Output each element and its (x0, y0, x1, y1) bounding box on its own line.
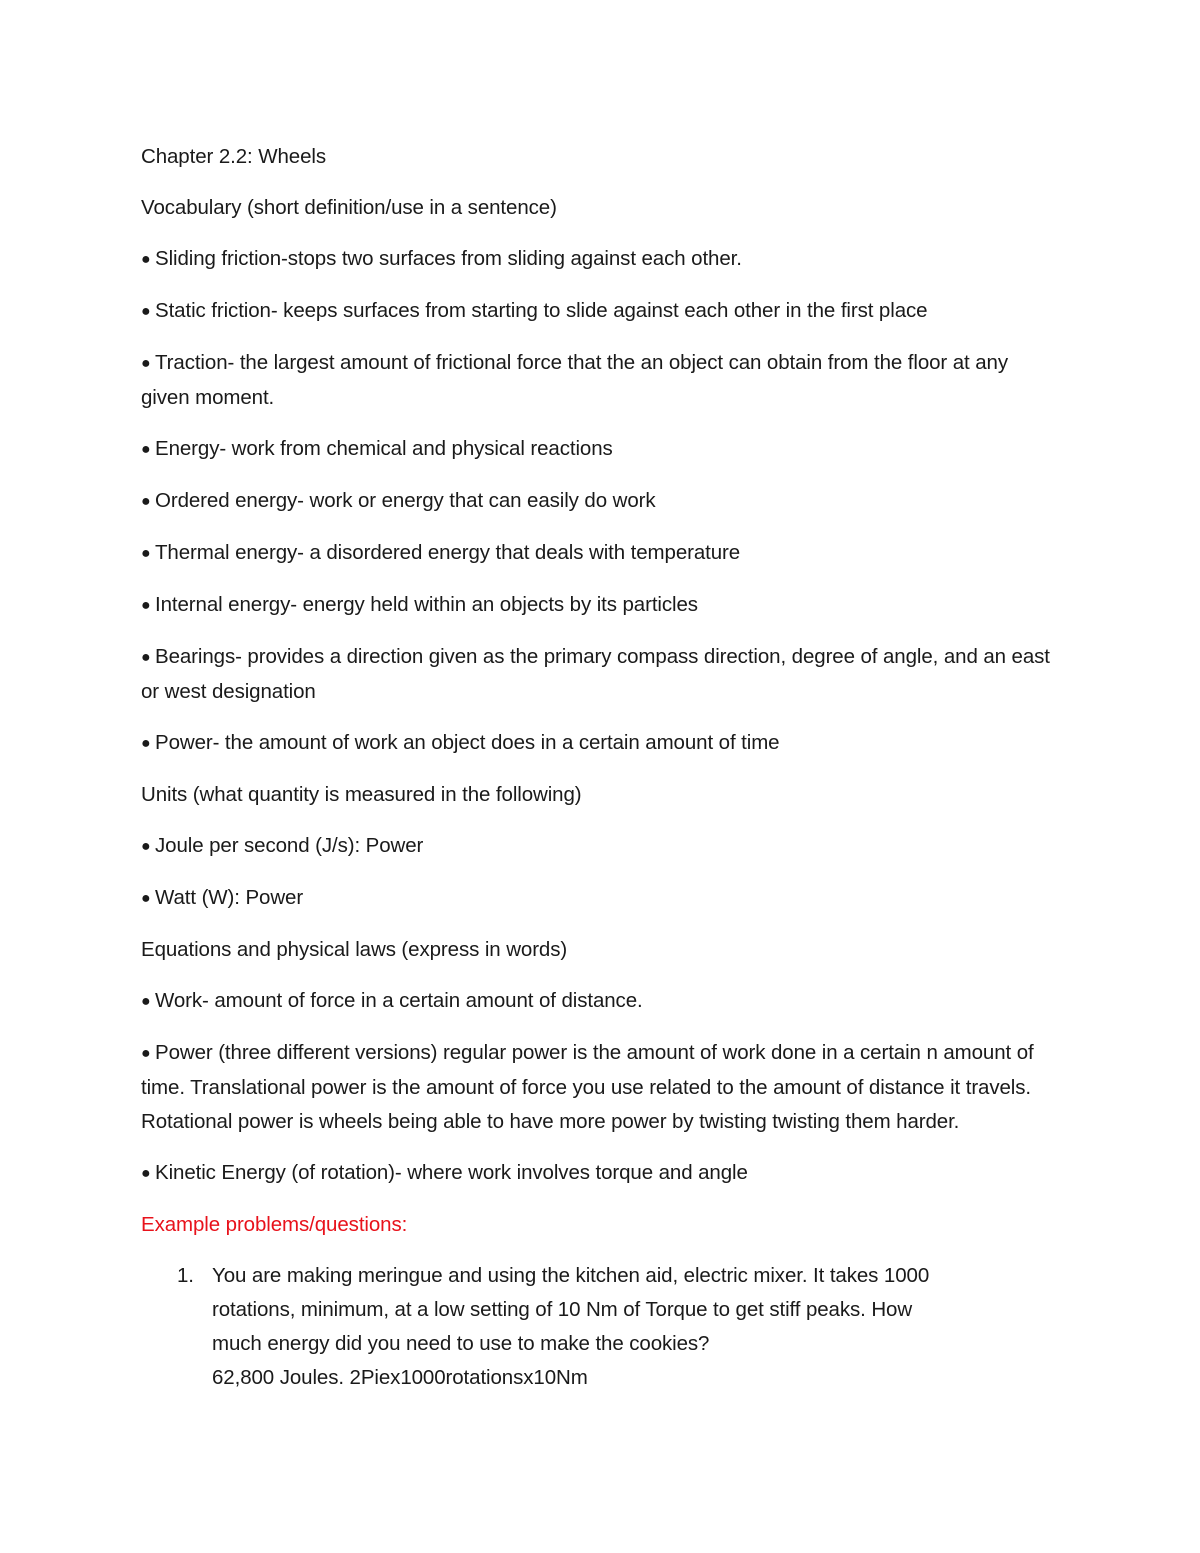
bullet-icon: ● (141, 649, 151, 666)
example-answer: 62,800 Joules. 2Piex1000rotationsx10Nm (212, 1366, 588, 1389)
bullet-icon: ● (141, 838, 151, 855)
example-line: much energy did you need to use to make the cookies? (212, 1332, 710, 1355)
example-number: 1. (177, 1264, 194, 1287)
vocab-item: ● Traction- the largest amount of frictional force that the an object can obtain from the floor at any given moment. (141, 346, 1061, 415)
bullet-icon: ● (141, 251, 151, 268)
bullet-icon: ● (141, 993, 151, 1010)
vocab-item: ● Sliding friction-stops two surfaces from sliding against each other. (141, 242, 1061, 277)
chapter-title: Chapter 2.2: Wheels (141, 145, 326, 168)
bullet-icon: ● (141, 441, 151, 458)
vocab-list (141, 242, 1061, 761)
example-item (141, 1259, 1061, 1395)
vocab-item: ● Ordered energy- work or energy that can easily do work (141, 484, 1061, 519)
equations-heading: Equations and physical laws (express in words) (141, 938, 568, 961)
vocab-item: ● Static friction- keeps surfaces from starting to slide against each other in the first place (141, 294, 1061, 329)
examples-heading: Example problems/questions: (141, 1213, 408, 1236)
vocab-item: ● Energy- work from chemical and physical reactions (141, 432, 1061, 467)
bullet-icon: ● (141, 1045, 151, 1062)
examples-list (141, 1259, 1061, 1395)
unit-item: ● Watt (W): Power (141, 881, 1061, 916)
vocab-item: ● Power- the amount of work an object does in a certain amount of time (141, 726, 1061, 761)
bullet-icon: ● (141, 890, 151, 907)
vocab-item: ● Bearings- provides a direction given as the primary compass direction, degree of angle, and an east or west designation (141, 640, 1061, 709)
bullet-icon: ● (141, 735, 151, 752)
bullet-icon: ● (141, 545, 151, 562)
equation-item: ● Power (three different versions) regular power is the amount of work done in a certain n amount of time. Translational power is the amount of force you use related to the amount of distance it travels. Rotational power is wheels being able to have more power by twisting twisting them harder. (141, 1036, 1061, 1139)
bullet-icon: ● (141, 1165, 151, 1182)
units-heading: Units (what quantity is measured in the following) (141, 783, 582, 806)
bullet-icon: ● (141, 303, 151, 320)
document-page (141, 140, 1061, 1395)
equation-item: ● Work- amount of force in a certain amount of distance. (141, 984, 1061, 1019)
units-list (141, 829, 1061, 916)
bullet-icon: ● (141, 493, 151, 510)
vocab-item: ● Thermal energy- a disordered energy that deals with temperature (141, 536, 1061, 571)
equation-item: ● Kinetic Energy (of rotation)- where work involves torque and angle (141, 1156, 1061, 1191)
example-line: rotations, minimum, at a low setting of 10 Nm of Torque to get stiff peaks. How (212, 1298, 913, 1321)
vocab-item: ● Internal energy- energy held within an objects by its particles (141, 588, 1061, 623)
bullet-icon: ● (141, 597, 151, 614)
unit-item: ● Joule per second (J/s): Power (141, 829, 1061, 864)
example-line: You are making meringue and using the kitchen aid, electric mixer. It takes 1000 (212, 1264, 930, 1287)
equations-list (141, 984, 1061, 1191)
bullet-icon: ● (141, 355, 151, 372)
vocab-heading: Vocabulary (short definition/use in a sentence) (141, 196, 557, 219)
